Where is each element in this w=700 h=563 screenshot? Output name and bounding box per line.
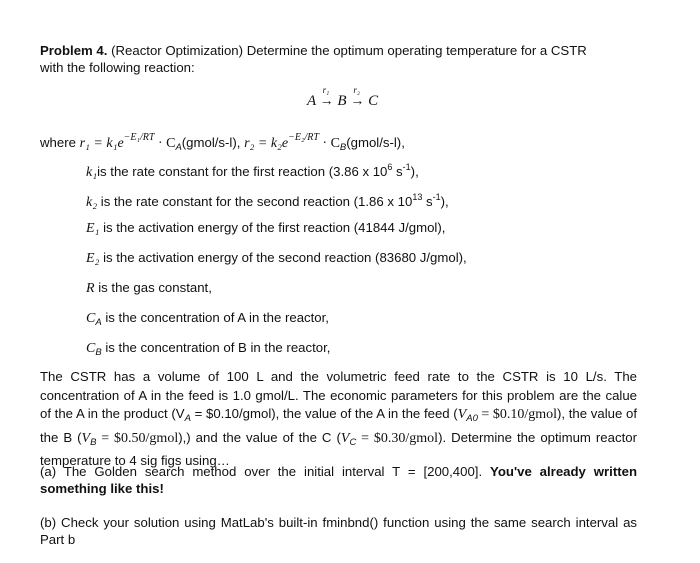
vb-symbol: V (81, 430, 91, 446)
k1-end: ), (410, 164, 419, 179)
r2-units: (gmol/s-l), (346, 135, 405, 150)
problem-title: Problem 4. (40, 43, 108, 58)
def-e2 (86, 249, 467, 267)
reaction-equation (307, 85, 379, 110)
def-k1 (86, 159, 419, 181)
def-ca (86, 309, 329, 331)
part-b-text: (b) Check your solution using MatLab's built-in fminbnd() function using the same search interval as Part b (40, 515, 637, 547)
def-e1 (86, 219, 445, 237)
k1-text: is the rate constant for the first reaction (3.86 x 10 (97, 164, 388, 179)
k1-unit-exp: -1 (402, 162, 411, 172)
cb-symbol: C (86, 341, 96, 356)
vc-symbol: V (340, 430, 350, 446)
r-text: is the gas constant, (94, 280, 212, 295)
body-text-1: The CSTR has a volume of 100 L and the volumetric feed rate to the CSTR is 10 L/s. The concentration of A in the feed is 1.0 gmol/L. The economic parameters for this problem are the calue of the A in the product (V (40, 369, 637, 422)
r2-cb-sub: B (339, 142, 347, 153)
cb-subscript: B (95, 347, 102, 358)
rate-r2-label: r₂ (353, 85, 360, 95)
r2-dot: · C (318, 136, 340, 151)
problem-topic: (Reactor Optimization) (111, 43, 244, 58)
e1-symbol: E₁ (86, 221, 100, 236)
e1-text: is the activation energy of the first reaction (41844 J/gmol), (99, 220, 446, 235)
r1-exponent: −E₁/RT (123, 132, 155, 143)
species-b: B (337, 93, 347, 109)
where-label: where (40, 135, 76, 150)
e2-text: is the activation energy of the second reaction (83680 J/gmol), (99, 250, 467, 265)
k2-unit: s (422, 194, 433, 209)
rate-law-line (40, 129, 405, 156)
vb-sub: B (90, 436, 97, 448)
r-symbol: R (86, 281, 95, 296)
part-a-text: (a) The Golden search method over the initial interval T = [200,400]. (40, 464, 491, 479)
cb-text: is the concentration of B in the reactor, (101, 340, 331, 355)
k2-unit-exp: -1 (432, 192, 441, 202)
body-text-4: ),) and the value of the C ( (178, 429, 341, 445)
species-a: A (307, 93, 316, 109)
k1-symbol: k₁ (86, 165, 98, 180)
problem-intro-line2: with the following reaction: (40, 60, 195, 75)
def-r (86, 279, 212, 297)
e2-symbol: E₂ (86, 251, 100, 266)
r2-equation: r₂ = k₂e (244, 136, 289, 151)
ca-text: is the concentration of A in the reactor, (101, 310, 329, 325)
problem-intro (40, 42, 637, 76)
arrow-r1 (319, 85, 334, 110)
species-c: C (368, 93, 379, 109)
va0-value: = $0.10/gmol (477, 407, 557, 423)
right-arrow-icon: → (319, 94, 334, 109)
rate-r1-label: r₁ (322, 85, 330, 95)
arrow-r2 (350, 85, 365, 110)
part-a (40, 463, 637, 497)
r1-dot: · C (154, 136, 176, 151)
problem-intro-line1: Determine the optimum operating temperature for a CSTR (246, 43, 587, 58)
k2-symbol: k₂ (86, 195, 98, 210)
def-k2 (86, 189, 449, 211)
va0-symbol: V (457, 407, 467, 423)
r1-ca-sub: A (175, 142, 182, 153)
ca-subscript: A (95, 317, 102, 328)
right-arrow-icon: → (350, 94, 365, 109)
r1-equation: r₁ = k₁e (79, 136, 124, 151)
va0-sub: A0 (466, 413, 478, 425)
part-b (40, 514, 637, 548)
ca-symbol: C (86, 311, 96, 326)
k1-exp: 6 (387, 162, 393, 172)
vb-value: = $0.50/gmol (96, 430, 179, 446)
k1-unit: s (392, 164, 403, 179)
k2-end: ), (440, 194, 449, 209)
vc-sub: C (349, 436, 357, 448)
def-cb (86, 339, 330, 361)
body-paragraph (40, 368, 637, 471)
body-text-3: ), the value of the B ( (40, 406, 637, 445)
r1-units: (gmol/s-l), (181, 135, 245, 150)
va-sub: A (184, 413, 191, 425)
body-text-2: = $0.10/gmol), the value of the A in the feed ( (190, 406, 458, 422)
k2-text: is the rate constant for the second reaction (1.86 x 10 (97, 194, 413, 209)
vc-value: = $0.30/gmol (356, 430, 439, 446)
body-text-5: ). Determine the optimum reactor temperature to 4 sig figs using… (40, 429, 637, 469)
k2-exp: 13 (412, 192, 423, 202)
r2-exponent: −E₂/RT (288, 132, 319, 143)
part-a-bold: You've already written something like this! (40, 464, 638, 496)
